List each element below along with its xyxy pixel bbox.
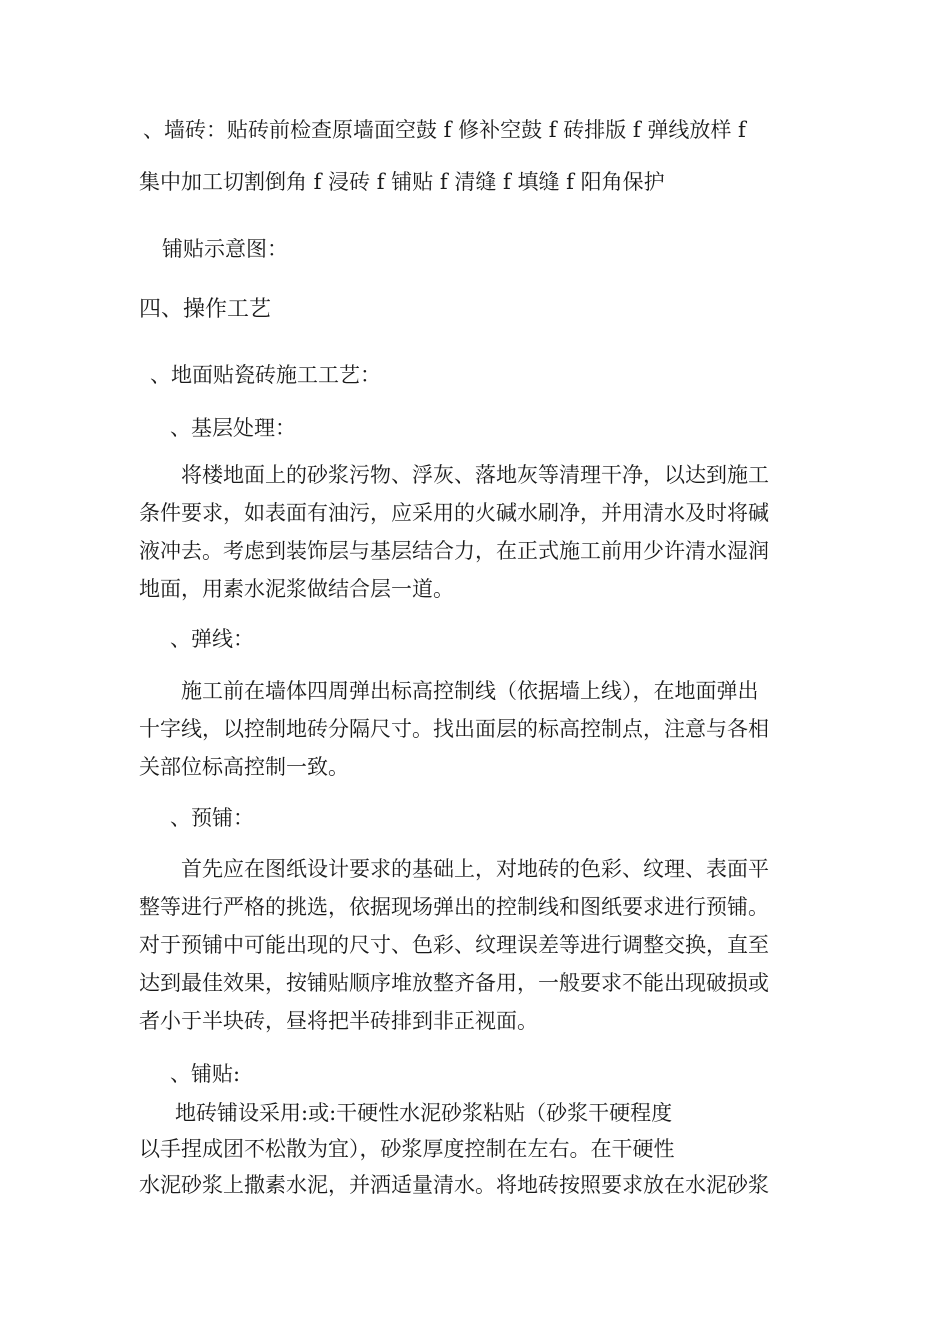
- pre-lay-paragraph: [139, 850, 811, 1040]
- wall-tile-step-continued: 集中加工切割倒角 f 浸砖 f 铺贴 f 清缝 f 填缝 f 阳角保护: [139, 170, 665, 194]
- diagram-caption: 铺贴示意图：: [162, 237, 288, 261]
- paragraph-line: 施工前在墙体四周弹出标高控制线（依据墙上线），在地面弹出: [181, 679, 759, 703]
- paragraph-line: 水泥砂浆上撒素水泥，并洒适量清水。将地砖按照要求放在水泥砂浆: [139, 1173, 769, 1197]
- paragraph-line: 对于预铺中可能出现的尺寸、色彩、纹理误差等进行调整交换，直至: [139, 933, 769, 957]
- section-title: 四、操作工艺: [139, 297, 272, 322]
- laying-heading: 、铺贴:: [170, 1062, 241, 1086]
- paragraph-line: 以手捏成团不松散为宜），砂浆厚度控制在左右。在干硬性: [139, 1137, 675, 1161]
- base-treatment-paragraph: [139, 456, 811, 608]
- pre-lay-heading: 、预铺：: [170, 806, 254, 830]
- paragraph-line: 达到最佳效果，按铺贴顺序堆放整齐备用，一般要求不能出现破损或: [139, 971, 769, 995]
- laying-paragraph: [139, 1095, 811, 1203]
- paragraph-line: 条件要求，如表面有油污，应采用的火碱水刷净，并用清水及时将碱: [139, 501, 769, 525]
- paragraph-line: 地面，用素水泥浆做结合层一道。: [139, 577, 454, 601]
- paragraph-line: 整等进行严格的挑选，依据现场弹出的控制线和图纸要求进行预铺。: [139, 895, 769, 919]
- paragraph-line: 关部位标高控制一致。: [139, 755, 349, 779]
- paragraph-line: 将楼地面上的砂浆污物、浮灰、落地灰等清理干净，以达到施工: [181, 463, 769, 487]
- snap-line-paragraph: [139, 672, 811, 786]
- base-treatment-heading: 、基层处理：: [170, 416, 296, 440]
- wall-tile-step: 、墙砖：贴砖前检查原墙面空鼓 f 修补空鼓 f 砖排版 f 弹线放样 f: [143, 118, 746, 142]
- snap-line-heading: 、弹线：: [170, 627, 254, 651]
- paragraph-line: 首先应在图纸设计要求的基础上，对地砖的色彩、纹理、表面平: [181, 857, 769, 881]
- subsection-title: 、地面贴瓷砖施工工艺：: [150, 363, 381, 387]
- paragraph-line: 者小于半块砖，昼将把半砖排到非正视面。: [139, 1009, 538, 1033]
- paragraph-line: 液冲去。考虑到装饰层与基层结合力，在正式施工前用少许清水湿润: [139, 539, 769, 563]
- paragraph-line: 十字线，以控制地砖分隔尺寸。找出面层的标高控制点，注意与各相: [139, 717, 769, 741]
- paragraph-line: 地砖铺设采用:或:干硬性水泥砂浆粘贴（砂浆干硬程度: [175, 1101, 673, 1125]
